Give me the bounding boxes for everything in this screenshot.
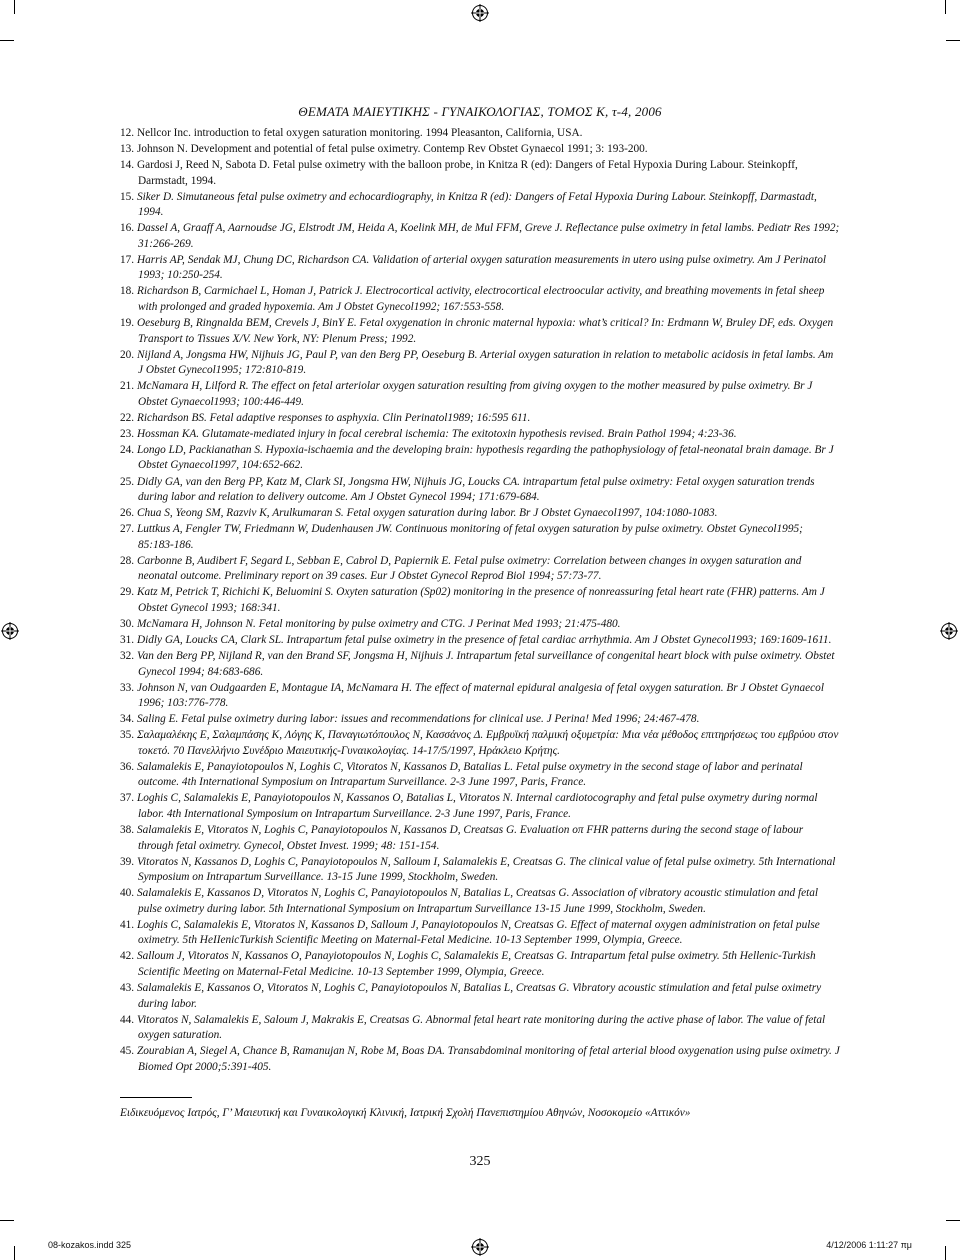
reference-text: Oeseburg B, Ringnalda BEM, Crevels J, BinY E. Fetal oxygenation in chronic maternal hypoxia: what’s critical? In: Erdmann W, Bruley DF, eds. Oxygen Transport to Tissues X/V. New York, NY: Plenum Press; 1992. — [136, 317, 834, 345]
reference-text: Vitoratos N, Salamalekis E, Saloum J, Makrakis E, Creatsas G. Abnormal fetal heart rate monitoring during the active phase of labor. The value of fetal oxygen saturation. — [136, 1013, 826, 1042]
reference-item — [120, 427, 840, 443]
reference-item — [120, 585, 840, 616]
reference-list — [120, 126, 840, 1076]
reference-number: 41. — [120, 918, 135, 931]
reference-number: 39. — [120, 855, 135, 868]
reference-text: Van den Berg PP, Nijland R, van den Brand SF, Jongsma H, Nijhuis J. Intrapartum fetal surveillance of congenital heart block with pulse oximetry. Obstet Gynecol 1994; 84:683-686. — [136, 650, 835, 678]
reference-number: 26. — [120, 507, 135, 520]
reference-text: Harris AP, Sendak MJ, Chung DC, Richardson CA. Validation of arterial oxygen saturation measurements in utero using pulse oximetry. Am J Perinatol 1993; 10:250-254. — [136, 253, 827, 282]
reference-text: McNamara H, Johnson N. Fetal monitoring by pulse oximetry and CTG. J Perinat Med 1993; 21:475-480. — [136, 617, 621, 630]
reference-number: 22. — [120, 411, 135, 424]
reference-text: Carbonne B, Audibert F, Segard L, Sebban E, Cabrol D, Papiernik E. Fetal pulse oximetry: Correlation between changes in oxygen saturation and neonatal outcome. Preliminary report on 39 cases. Eur J Obstet Gynecol Reprod Biol 1994; 57:73-77. — [136, 554, 802, 583]
reference-number: 35. — [120, 729, 135, 742]
reference-number: 40. — [120, 887, 135, 900]
reference-text: Siker D. Simutaneous fetal pulse oximetry and echocardiography, in Knitza R (ed): Dangers of Fetal Hypoxia During Labour. Steinkopff, Darmastadt, 1994. — [136, 190, 817, 219]
reference-number: 32. — [120, 650, 135, 663]
reference-text: Dassel A, Graaff A, Aarnoudse JG, Elstrodt JM, Heida A, Koelink MH, de Mul FFM, Greve J. Reflectance pulse oximetry in fetal lambs. Pediatr Res 1992; 31:266-269. — [136, 222, 840, 250]
reference-text: Loghis C, Salamalekis E, Vitoratos N, Kassanos D, Salloum J, Panayiotopoulos N, Creatsas G. Effect of maternal oxygen administration on fetal pulse oximetry. 5th HeIIenicTurkish Scientific Meeting on Maternal-Fetal Medicine. 10-13 September 1999, Olympia, Greece. — [136, 918, 820, 947]
reference-item — [120, 1013, 840, 1044]
crop-mark-top-left-h — [0, 40, 14, 41]
reference-item — [120, 681, 840, 712]
reference-item — [120, 126, 840, 142]
crop-mark-bottom-right — [945, 1246, 946, 1260]
reference-number: 28. — [120, 554, 135, 567]
reference-item — [120, 411, 840, 427]
reference-number: 42. — [120, 950, 135, 963]
reference-text: Vitoratos N, Kassanos D, Loghis C, Panayiotopoulos N, Salloum I, Salamalekis E, Creatsas G. The clinical value of fetal pulse oximetry. 5th International Symposium on Intrapartum Surveillance. 13-15 June 1999, Stockholm, Sweden. — [136, 855, 836, 884]
reference-number: 31. — [120, 634, 135, 646]
reference-text: Salamalekis E, Panayiotopoulos N, Loghis C, Vitoratos N, Kassanos D, Batalias L. Fetal pulse oxymetry in the second stage of labor and perinatal outcome. 4th International Symposium on Intrapartum Surveillance. 2-3 June 1997, Paris, France. — [136, 760, 803, 789]
reference-number: 34. — [120, 713, 135, 726]
reference-item — [120, 823, 840, 854]
reference-item — [120, 981, 840, 1012]
reference-item — [120, 284, 840, 315]
reference-number: 45. — [120, 1045, 135, 1058]
reference-item — [120, 221, 840, 252]
reference-text: Gardosi J, Reed N, Sabota D. Fetal pulse oximetry with the balloon probe, in Knitza R (ed): Dangers of Fetal Hypoxia During Labour. Steinkopff, Darmstadt, 1994. — [136, 159, 798, 187]
reference-item — [120, 190, 840, 221]
reference-item — [120, 379, 840, 410]
reference-text: Salloum J, Vitoratos N, Kassanos O, Panayiotopoulos N, Loghis C, Salamalekis E, Creatsas G. Intrapartum fetal pulse oximetry. 5th Hellenic-Turkish Scientific Meeting on Maternal-Fetal Medicine. 10-13 September 1999, Olympia, Greece. — [136, 950, 816, 978]
reference-text: Σαλαμαλέκης Ε, Σαλαμπάσης Κ, Λόγης Κ, Παναγιωτόπουλος Ν, Κασσάνος Δ. Εμβρυϊκή παλμική οξυμετρία: Μια νέα μέθοδος επιτηρήσεως του εμβρύου στον τοκετό. 70 Πανελλήνιο Συνέδριο Μαιευτικής-Γυναικολογίας. 14-17/5/1997, Ηράκλειο Κρήτης. — [136, 729, 839, 757]
reference-number: 13. — [120, 143, 135, 156]
crop-mark-bottom-right-h — [946, 1220, 960, 1221]
reference-number: 37. — [120, 792, 135, 805]
reference-number: 36. — [120, 760, 135, 773]
reference-item — [120, 142, 840, 158]
reference-text: Richardson BS. Fetal adaptive responses to asphyxia. Clin Perinatol1989; 16:595 611. — [136, 411, 531, 424]
reference-number: 27. — [120, 523, 135, 536]
registration-mark-icon — [1, 622, 19, 640]
reference-item — [120, 918, 840, 949]
reference-number: 44. — [120, 1013, 135, 1026]
reference-text: Luttkus A, Fengler TW, Friedmann W, Dudenhausen JW. Continuous monitoring of fetal oxygen saturation by pulse oximetry. Obstet Gynecol1995; 85:183-186. — [136, 523, 803, 551]
reference-text: Longo LD, Packianathan S. Hypoxia-ischaemia and the developing brain: hypothesis regarding the pathophysiology of fetal-neonatal brain damage. Br J Obstet Gynaecol1997, 104:652-662. — [136, 443, 834, 472]
reference-text: Didly GA, Loucks CA, Clark SL. Intrapartum fetal pulse oximetry in the presence of fetal cardiac arrhythmia. Am J Obstet Gynecol1993; 169:1609-1611. — [136, 634, 832, 646]
reference-text: Richardson B, Carmichael L, Homan J, Patrick J. Electrocortical activity, electrocortical electroocular activity, and breathing movements in fetal sheep with prolonged and graded hypoxemia. Am J Obstet Gynecol1992; 167:553-558. — [136, 285, 825, 314]
reference-text: McNamara H, Lilford R. The effect on fetal arteriolar oxygen saturation resulting from giving oxygen to the mother measured by pulse oximetry. Br J Obstet Gynaecol1993; 100:446-449. — [136, 380, 813, 408]
reference-item — [120, 712, 840, 728]
reference-number: 17. — [120, 253, 135, 266]
reference-number: 16. — [120, 222, 135, 235]
reference-item — [120, 633, 840, 649]
reference-text: Johnson N. Development and potential of fetal pulse oximetry. Contemp Rev Obstet Gynaecol 1991; 3: 193-200. — [136, 143, 648, 156]
reference-text: Salamalekis E, Kassanos O, Vitoratos N, Loghis C, Panayiotopoulos N, Batalias L, Creatsas G. Vibratory acoustic stimulation and fetal pulse oximetry during labor. — [136, 982, 822, 1010]
reference-number: 38. — [120, 824, 135, 837]
reference-item — [120, 649, 840, 680]
reference-text: Salamalekis E, Kassanos D, Vitoratos N, Loghis C, Panayiotopoulos N, Batalias L, Creatsas G. Association of vibratory acoustic stimulation and fetal pulse oximetry during labor. 5th International Symposium on Intrapartum Surveillance 13-15 June 1999, Stockholm, Sweden. — [136, 887, 819, 915]
reference-text: Didly GA, van den Berg PP, Katz M, Clark SI, Jongsma HW, Nijhuis JG, Loucks CA. intrapartum fetal pulse oximetry: Fetal oxygen saturation trends during labor and relation to delivery outcome. Am J Obstet Gynecol 1994; 171:679-684. — [136, 475, 815, 504]
reference-number: 33. — [120, 681, 135, 694]
reference-text: Nellcor Inc. introduction to fetal oxygen saturation monitoring. 1994 Pleasanton, California, USA. — [136, 127, 583, 139]
crop-mark-top-right — [945, 0, 946, 14]
crop-mark-bottom-left — [14, 1246, 15, 1260]
reference-number: 21. — [120, 380, 135, 393]
author-footnote: Ειδικευόμενος Ιατρός, Γ’ Μαιευτική και Γυναικολογική Κλινική, Ιατρική Σχολή Πανεπιστημίου Αθηνών, Νοσοκομείο «Αττικόν» — [120, 1107, 691, 1119]
reference-number: 15. — [120, 190, 135, 203]
reference-text: Katz M, Petrick T, Richichi K, Beluomini S. Oxyten saturation (Sp02) monitoring in the presence of nonreassuring fetal heart rate (FHR) patterns. Am J Obstet Gynecol 1993; 168:341. — [136, 586, 825, 614]
running-head: ΘΕΜΑΤΑ ΜΑΙΕΥΤΙΚΗΣ - ΓΥΝΑΙΚΟΛΟΓΙΑΣ, ΤΟΜΟΣ Κ, τ-4, 2006 — [298, 104, 662, 119]
reference-item — [120, 886, 840, 917]
crop-mark-top-right-h — [946, 40, 960, 41]
reference-item — [120, 554, 840, 585]
reference-item — [120, 617, 840, 633]
reference-number: 18. — [120, 285, 135, 298]
reference-text: Johnson N, van Oudgaarden E, Montague IA, McNamara H. The effect of maternal epidural analgesia of fetal oxygen saturation. Br J Obstet Gynaecol 1996; 103:776-778. — [136, 681, 824, 710]
reference-item — [120, 316, 840, 347]
print-slug-file: 08-kozakos.indd 325 — [48, 1240, 132, 1250]
reference-item — [120, 855, 840, 886]
reference-text: Nijland A, Jongsma HW, Nijhuis JG, Paul P, van den Berg PP, Oeseburg B. Arterial oxygen saturation in relation to metabolic acidosis in fetal lambs. Am J Obstet Gynecol1995; 172:810-819. — [136, 348, 834, 377]
reference-number: 29. — [120, 586, 135, 599]
reference-text: Salamalekis E, Vitoratos N, Loghis C, Panayiotopoulos N, Kassanos D, Creatsas G. Evaluation oπ FHR patterns during the second stage of labour through fetal oximetry. Gynecol, Obstet Invest. 1999; 48: 151-154. — [136, 824, 804, 852]
reference-number: 14. — [120, 159, 135, 172]
reference-number: 19. — [120, 317, 135, 330]
reference-number: 20. — [120, 348, 135, 361]
print-slug-date: 4/12/2006 1:11:27 πμ — [826, 1240, 912, 1250]
reference-text: Saling E. Fetal pulse oximetry during labor: issues and recommendations for clinical use. J Perina! Med 1996; 24:467-478. — [136, 713, 700, 726]
reference-item — [120, 506, 840, 522]
reference-number: 43. — [120, 982, 135, 995]
reference-item — [120, 522, 840, 553]
reference-item — [120, 728, 840, 759]
crop-mark-top-left — [14, 0, 15, 14]
reference-item — [120, 158, 840, 189]
reference-number: 24. — [120, 443, 135, 456]
registration-mark-icon — [471, 4, 489, 22]
registration-mark-icon — [471, 1238, 489, 1256]
reference-item — [120, 443, 840, 474]
reference-number: 12. — [120, 127, 135, 139]
reference-item — [120, 348, 840, 379]
reference-item — [120, 760, 840, 791]
reference-number: 30. — [120, 617, 135, 630]
page-number: 325 — [469, 1154, 491, 1169]
reference-item — [120, 949, 840, 980]
reference-item — [120, 253, 840, 284]
reference-item — [120, 475, 840, 506]
reference-number: 25. — [120, 475, 135, 488]
footnote-rule — [120, 1097, 192, 1098]
reference-text: Zourabian A, Siegel A, Chance B, Ramanujan N, Robe M, Boas DA. Transabdominal monitoring of fetal arterial blood oxygenation using pulse oximetry. J Biomed Opt 2000;5:391-405. — [136, 1045, 840, 1073]
reference-text: Chua S, Yeong SM, Razviv K, Arulkumaran S. Fetal oxygen saturation during labor. Br J Obstet Gynaecol1997, 104:1080-1083. — [136, 507, 718, 520]
reference-item — [120, 1044, 840, 1075]
reference-item — [120, 791, 840, 822]
reference-number: 23. — [120, 427, 135, 440]
registration-mark-icon — [940, 622, 958, 640]
crop-mark-bottom-left-h — [0, 1220, 14, 1221]
reference-text: Loghis C, Salamalekis E, Panayiotopoulos N, Kassanos O, Batalias L, Vitoratos N. Internal cardiotocography and fetal pulse oxymetry during normal labor. 4th International Symposium on Intrapartum Surveillance. 2-3 June 1997, Paris, France. — [136, 792, 818, 821]
reference-text: Hossman KA. Glutamate-mediated injury in focal cerebral ischemia: The exitotoxin hypothesis revised. Brain Pathol 1994; 4:23-36. — [136, 427, 737, 440]
